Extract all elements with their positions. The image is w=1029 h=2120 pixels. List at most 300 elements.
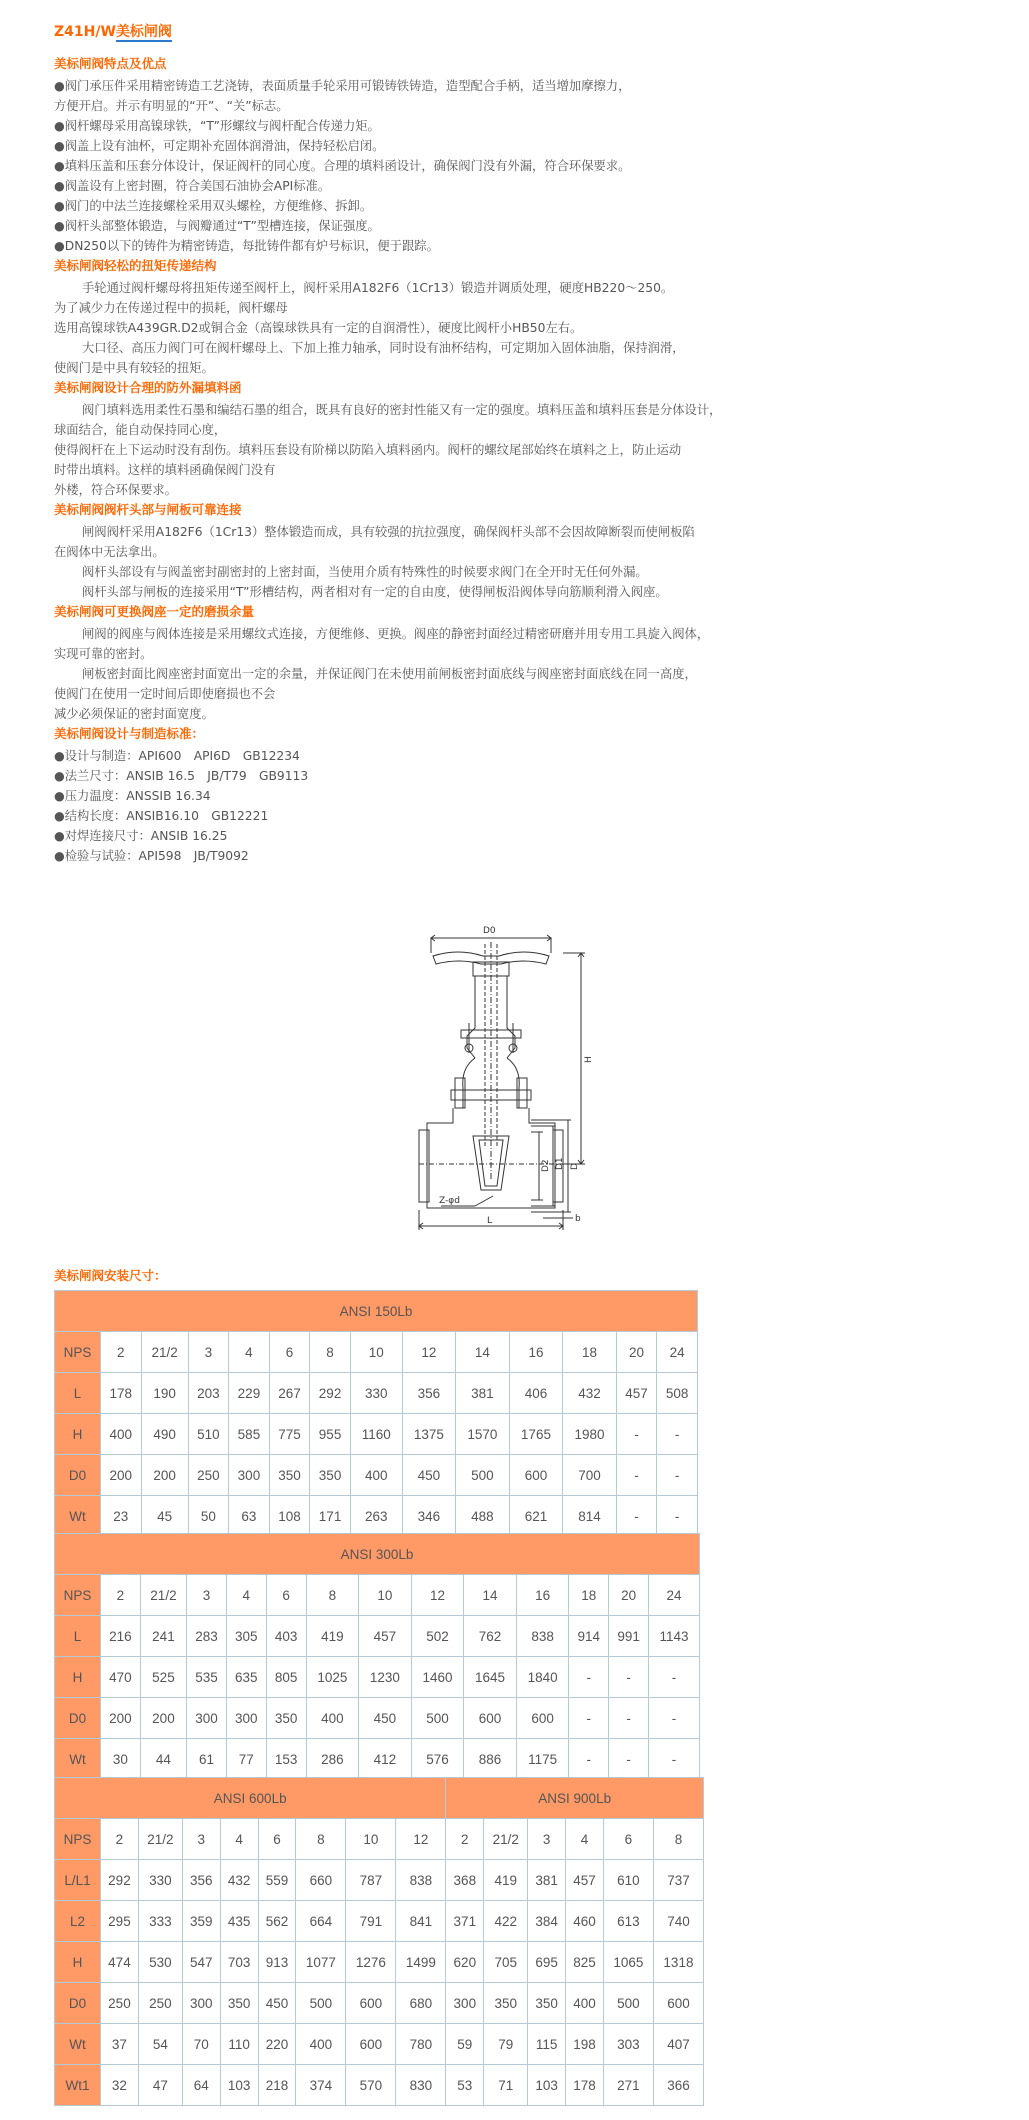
table-cell: 610 [603, 1860, 653, 1901]
table-cell: 407 [653, 2024, 703, 2065]
table-cell: 6 [258, 1819, 296, 1860]
table-cell: 1230 [359, 1657, 412, 1698]
paragraph-line: 方便开启。并示有明显的“开”、“关”标志。 [54, 99, 289, 113]
table-cell: 660 [296, 1860, 346, 1901]
table-cell: 600 [509, 1455, 563, 1496]
table-cell: 292 [310, 1373, 351, 1414]
table-cell: - [649, 1739, 700, 1780]
table-cell: 457 [566, 1860, 604, 1901]
table-cell: 6 [269, 1332, 310, 1373]
table-cell: 171 [310, 1496, 351, 1537]
table-cell: 53 [446, 2065, 484, 2106]
table-cell: 21/2 [140, 1575, 186, 1616]
table-cell: 740 [653, 1901, 703, 1942]
table-cell: 59 [446, 2024, 484, 2065]
table-cell: 635 [226, 1657, 266, 1698]
table-cell: 1175 [516, 1739, 569, 1780]
table-cell: 24 [657, 1332, 698, 1373]
table-cell: 350 [220, 1983, 258, 2024]
paragraph-line: 使得阀杆在上下运动时没有刮伤。填料压套设有阶梯以防陷入填料函内。阀杆的螺纹尾部始终在填料之上，防止运动 [54, 443, 682, 457]
table-cell: 3 [188, 1332, 229, 1373]
table-cell: 37 [101, 2024, 139, 2065]
table-cell: 300 [182, 1983, 220, 2024]
section-heading: 美标闸阀特点及优点 [54, 56, 167, 71]
row-label: D0 [55, 1983, 101, 2024]
table-cell: 570 [346, 2065, 396, 2106]
table-cell: 510 [188, 1414, 229, 1455]
section-heading: 美标闸阀轻松的扭矩传递结构 [54, 258, 217, 273]
label-d2: D2 [541, 1159, 551, 1172]
table-cell: - [616, 1455, 657, 1496]
paragraph-line: 大口径、高压力阀门可在阀杆螺母上、下加上推力轴承，同时设有油杯结构，可定期加入固体油脂，保持润滑， [82, 341, 685, 355]
table-cell: 271 [603, 2065, 653, 2106]
table-cell: 44 [140, 1739, 186, 1780]
row-label: Wt1 [55, 2065, 101, 2106]
table-cell: 374 [296, 2065, 346, 2106]
table-cell: 330 [138, 1860, 182, 1901]
table-cell: 585 [229, 1414, 270, 1455]
table-cell: 830 [396, 2065, 446, 2106]
row-label: L/L1 [55, 1860, 101, 1901]
table-cell: 30 [101, 1739, 141, 1780]
paragraph-line: 使阀门在使用一定时间后即使磨损也不会 [54, 687, 276, 701]
table-cell: 955 [310, 1414, 351, 1455]
table-cell: 12 [396, 1819, 446, 1860]
table-cell: 20 [609, 1575, 649, 1616]
table-cell: - [649, 1657, 700, 1698]
paragraph-line: 闸板密封面比阀座密封面宽出一定的余量，并保证阀门在未使用前闸板密封面底线与阀座密封面底线在同一高度， [82, 667, 697, 681]
paragraph-line: 为了减少力在传递过程中的损耗，阀杆螺母 [54, 301, 288, 315]
table-cell: 1025 [306, 1657, 359, 1698]
table-cell: 914 [569, 1616, 609, 1657]
paragraph-line: 外楼，符合环保要求。 [54, 483, 177, 497]
paragraph-line: 阀门填料选用柔性石墨和编结石墨的组合，既具有良好的密封性能又有一定的强度。填料压盖和填料压套是分体设计， [82, 403, 722, 417]
table-cell: 500 [456, 1455, 510, 1496]
table-cell: 500 [603, 1983, 653, 2024]
table-cell: 450 [359, 1698, 412, 1739]
table-cell: 4 [226, 1575, 266, 1616]
row-label: H [55, 1942, 101, 1983]
table-cell: 530 [138, 1942, 182, 1983]
table-cell: 198 [566, 2024, 604, 2065]
row-label: Wt [55, 2024, 101, 2065]
table-cell: 8 [306, 1575, 359, 1616]
paragraph-line: ●法兰尺寸：ANSIB 16.5 JB/T79 GB9113 [54, 769, 309, 783]
table-cell: 600 [346, 2024, 396, 2065]
table-cell: 300 [229, 1455, 270, 1496]
table-cell: 6 [266, 1575, 306, 1616]
table-cell: 705 [484, 1942, 528, 1983]
table-cell: 292 [101, 1860, 139, 1901]
table-cell: 620 [446, 1942, 484, 1983]
table-cell: 300 [187, 1698, 227, 1739]
table-cell: 1143 [649, 1616, 700, 1657]
paragraph-line: 减少必须保证的密封面宽度。 [54, 707, 214, 721]
table-cell: 21/2 [138, 1819, 182, 1860]
table-row [55, 1819, 704, 1860]
table-cell: 403 [266, 1616, 306, 1657]
table-cell: 4 [566, 1819, 604, 1860]
paragraph-line: 手轮通过阀杆螺母将扭矩传递至阀杆上，阀杆采用A182F6（1Cr13）锻造并调质处理，硬度HB220～250。 [82, 281, 674, 295]
table-cell: 50 [188, 1496, 229, 1537]
table-cell: 422 [484, 1901, 528, 1942]
table-cell: 791 [346, 1901, 396, 1942]
table-cell: 10 [350, 1332, 402, 1373]
table-cell: 286 [306, 1739, 359, 1780]
pressure-class-header: ANSI 300Lb [55, 1534, 700, 1575]
table-cell: 460 [566, 1901, 604, 1942]
table-cell: 103 [528, 2065, 566, 2106]
table-cell: 762 [464, 1616, 517, 1657]
table-cell: 457 [616, 1373, 657, 1414]
table-row [55, 1455, 698, 1496]
paragraph-line: ●DN250以下的铸件为精密铸造，每批铸件都有炉号标识，便于跟踪。 [54, 239, 439, 253]
paragraph-line: 闸阀阀杆采用A182F6（1Cr13）整体锻造而成，具有较强的抗拉强度，确保阀杆头部不会因故障断裂而使闸板陷 [82, 525, 695, 539]
table-cell: 300 [226, 1698, 266, 1739]
table-cell: 115 [528, 2024, 566, 2065]
table-cell: - [609, 1657, 649, 1698]
table-cell: 350 [528, 1983, 566, 2024]
table-cell: 24 [649, 1575, 700, 1616]
table-cell: 14 [464, 1575, 517, 1616]
table-cell: - [657, 1414, 698, 1455]
table-cell: 805 [266, 1657, 306, 1698]
table-cell: 780 [396, 2024, 446, 2065]
gate-valve-diagram [413, 918, 613, 1238]
table-row [55, 1901, 704, 1942]
table-cell: 10 [359, 1575, 412, 1616]
table-cell: 71 [484, 2065, 528, 2106]
table-cell: 371 [446, 1901, 484, 1942]
table-cell: 350 [310, 1455, 351, 1496]
table-cell: 703 [220, 1942, 258, 1983]
paragraph-line: 阀杆头部与闸板的连接采用“T”形槽结构，两者相对有一定的自由度，使得闸板沿阀体导向筋顺利滑入阀座。 [82, 585, 668, 599]
table-cell: 6 [603, 1819, 653, 1860]
table-cell: 913 [258, 1942, 296, 1983]
table-cell: 18 [569, 1575, 609, 1616]
table-cell: 1077 [296, 1942, 346, 1983]
table-cell: 621 [509, 1496, 563, 1537]
table-cell: 23 [101, 1496, 142, 1537]
paragraph-line: ●阀盖设有上密封圈，符合美国石油协会API标准。 [54, 179, 331, 193]
table-cell: 502 [411, 1616, 464, 1657]
table-cell: 200 [101, 1698, 141, 1739]
pressure-class-row [55, 1534, 700, 1575]
table-cell: 330 [350, 1373, 402, 1414]
section-heading: 美标闸阀可更换阀座一定的磨损余量 [54, 604, 255, 619]
table-cell: 500 [411, 1698, 464, 1739]
table-cell: 203 [188, 1373, 229, 1414]
table-cell: 178 [101, 1373, 142, 1414]
table-cell: 366 [653, 2065, 703, 2106]
table-cell: 79 [484, 2024, 528, 2065]
table-cell: 1460 [411, 1657, 464, 1698]
table-cell: 991 [609, 1616, 649, 1657]
table-cell: 2 [101, 1819, 139, 1860]
paragraph-line: ●阀杆头部整体锻造，与阀瓣通过“T”型槽连接，保证强度。 [54, 219, 380, 233]
table-row [55, 2065, 704, 2106]
table-row [55, 1698, 700, 1739]
table-cell: 45 [141, 1496, 188, 1537]
table-cell: 1160 [350, 1414, 402, 1455]
table-cell: 2 [446, 1819, 484, 1860]
table-cell: 562 [258, 1901, 296, 1942]
table-cell: 190 [141, 1373, 188, 1414]
table-cell: 218 [258, 2065, 296, 2106]
table-cell: 3 [187, 1575, 227, 1616]
table-cell: 500 [296, 1983, 346, 2024]
table-cell: 412 [359, 1739, 412, 1780]
table-cell: 8 [296, 1819, 346, 1860]
table-cell: 200 [141, 1455, 188, 1496]
table-cell: 825 [566, 1942, 604, 1983]
table-cell: 10 [346, 1819, 396, 1860]
table-cell: - [649, 1698, 700, 1739]
table-cell: 359 [182, 1901, 220, 1942]
table-row [55, 1860, 704, 1901]
table-cell: 305 [226, 1616, 266, 1657]
table-row [55, 2024, 704, 2065]
paragraph-line: 阀杆头部设有与阀盖密封副密封的上密封面，当使用介质有特殊性的时候要求阀门在全开时无任何外漏。 [82, 565, 648, 579]
table-cell: 21/2 [141, 1332, 188, 1373]
pressure-class-header: ANSI 150Lb [55, 1291, 698, 1332]
table-cell: 32 [101, 2065, 139, 2106]
table-cell: 576 [411, 1739, 464, 1780]
row-label: Wt [55, 1496, 101, 1537]
table-cell: 216 [101, 1616, 141, 1657]
table-cell: 400 [101, 1414, 142, 1455]
table-cell: 381 [456, 1373, 510, 1414]
paragraph-line: 闸阀的阀座与阀体连接是采用螺纹式连接，方便维修、更换。阀座的静密封面经过精密研磨并用专用工具旋入阀体， [82, 627, 710, 641]
table-cell: 346 [402, 1496, 456, 1537]
table-cell: 350 [269, 1455, 310, 1496]
paragraph-line: ●压力温度：ANSSIB 16.34 [54, 789, 211, 803]
article [54, 22, 814, 866]
table-cell: 1570 [456, 1414, 510, 1455]
table-cell: 814 [563, 1496, 617, 1537]
table-cell: 8 [310, 1332, 351, 1373]
table-cell: 474 [101, 1942, 139, 1983]
table-cell: 1980 [563, 1414, 617, 1455]
pressure-class-row [55, 1778, 704, 1819]
paragraph-line: 选用高镍球铁A439GR.D2或铜合金（高镍球铁具有一定的自润滑性），硬度比阀杆小HB50左右。 [54, 321, 583, 335]
table-cell: 1499 [396, 1942, 446, 1983]
table-cell: 12 [402, 1332, 456, 1373]
table-cell: 350 [484, 1983, 528, 2024]
table-cell: 2 [101, 1575, 141, 1616]
table-cell: 153 [266, 1739, 306, 1780]
table-cell: 250 [101, 1983, 139, 2024]
page-title [54, 22, 814, 42]
table-cell: 12 [411, 1575, 464, 1616]
row-label: NPS [55, 1332, 101, 1373]
table-cell: - [569, 1739, 609, 1780]
table-cell: 1840 [516, 1657, 569, 1698]
label-h: H [584, 1056, 594, 1063]
paragraph-line: 实现可靠的密封。 [54, 647, 153, 661]
table-cell: - [569, 1698, 609, 1739]
paragraph-line: ●阀门承压件采用精密铸造工艺浇铸，表面质量手轮采用可锻铸铁铸造，造型配合手柄，适当增加摩擦力， [54, 79, 631, 93]
pressure-class-header: ANSI 600Lb [55, 1778, 446, 1819]
table-cell: 400 [566, 1983, 604, 2024]
table-cell: 8 [653, 1819, 703, 1860]
paragraph-line: ●设计与制造：API600 API6D GB12234 [54, 749, 300, 763]
table-row [55, 1739, 700, 1780]
table-cell: 1765 [509, 1414, 563, 1455]
table-cell: 356 [402, 1373, 456, 1414]
row-label: D0 [55, 1455, 101, 1496]
table-cell: 103 [220, 2065, 258, 2106]
label-d0: D0 [483, 926, 496, 936]
table-row [55, 1657, 700, 1698]
table-cell: 1276 [346, 1942, 396, 1983]
paragraph-line: ●阀盖上设有油杯，可定期补充固体润滑油，保持轻松启闭。 [54, 139, 385, 153]
table-cell: 4 [229, 1332, 270, 1373]
table-cell: 450 [258, 1983, 296, 2024]
table-cell: 178 [566, 2065, 604, 2106]
table-cell: 559 [258, 1860, 296, 1901]
table-cell: 21/2 [484, 1819, 528, 1860]
table-row [55, 1575, 700, 1616]
pressure-class-header: ANSI 900Lb [446, 1778, 704, 1819]
table-cell: 200 [101, 1455, 142, 1496]
table-cell: 406 [509, 1373, 563, 1414]
table-cell: 108 [269, 1496, 310, 1537]
table-cell: - [657, 1496, 698, 1537]
table-cell: 241 [140, 1616, 186, 1657]
paragraph-line: 使阀门是中具有较轻的扭矩。 [54, 361, 214, 375]
section-heading: 美标闸阀设计合理的防外漏填料函 [54, 380, 242, 395]
table-cell: 368 [446, 1860, 484, 1901]
label-b: b [575, 1214, 581, 1224]
spec-table-150lb [54, 1290, 698, 1537]
label-l: L [487, 1216, 493, 1226]
table-cell: 470 [101, 1657, 141, 1698]
table-row [55, 1332, 698, 1373]
table-row [55, 1616, 700, 1657]
table-cell: - [569, 1657, 609, 1698]
table-cell: 400 [296, 2024, 346, 2065]
install-dimensions-heading: 美标闸阀安装尺寸： [54, 1268, 167, 1283]
label-d1: D1 [555, 1157, 565, 1170]
table-cell: - [616, 1496, 657, 1537]
row-label: NPS [55, 1575, 101, 1616]
table-cell: - [616, 1414, 657, 1455]
table-cell: - [609, 1739, 649, 1780]
row-label: NPS [55, 1819, 101, 1860]
table-cell: 4 [220, 1819, 258, 1860]
table-cell: 14 [456, 1332, 510, 1373]
label-bolt: Z-φd [439, 1196, 460, 1206]
table-cell: 267 [269, 1373, 310, 1414]
table-cell: - [657, 1455, 698, 1496]
row-label: H [55, 1657, 101, 1698]
table-cell: 600 [346, 1983, 396, 2024]
table-cell: 3 [528, 1819, 566, 1860]
product-link[interactable]: 美标闸阀 [115, 24, 172, 40]
table-cell: 547 [182, 1942, 220, 1983]
table-cell: 787 [346, 1860, 396, 1901]
table-cell: 600 [653, 1983, 703, 2024]
table-cell: 432 [563, 1373, 617, 1414]
table-cell: 400 [306, 1698, 359, 1739]
table-cell: 1375 [402, 1414, 456, 1455]
table-cell: 300 [446, 1983, 484, 2024]
row-label: L [55, 1616, 101, 1657]
table-cell: 535 [187, 1657, 227, 1698]
table-cell: 737 [653, 1860, 703, 1901]
table-cell: 77 [226, 1739, 266, 1780]
table-cell: 680 [396, 1983, 446, 2024]
table-cell: 20 [616, 1332, 657, 1373]
pressure-class-row [55, 1291, 698, 1332]
table-cell: 200 [140, 1698, 186, 1739]
table-cell: 400 [350, 1455, 402, 1496]
table-cell: 350 [266, 1698, 306, 1739]
table-cell: 303 [603, 2024, 653, 2065]
table-cell: 54 [138, 2024, 182, 2065]
table-cell: 263 [350, 1496, 402, 1537]
table-cell: 18 [563, 1332, 617, 1373]
table-cell: 838 [516, 1616, 569, 1657]
table-cell: 775 [269, 1414, 310, 1455]
table-cell: 1318 [653, 1942, 703, 1983]
table-cell: 47 [138, 2065, 182, 2106]
table-cell: 295 [101, 1901, 139, 1942]
table-cell: 525 [140, 1657, 186, 1698]
paragraph-line: ●阀门的中法兰连接螺栓采用双头螺栓，方便维修、拆卸。 [54, 199, 373, 213]
feature-sections [54, 54, 814, 866]
table-cell: 229 [229, 1373, 270, 1414]
model-code: Z41H/W [54, 24, 116, 40]
row-label: L2 [55, 1901, 101, 1942]
table-cell: 664 [296, 1901, 346, 1942]
table-cell: 488 [456, 1496, 510, 1537]
paragraph-line: ●检验与试验：API598 JB/T9092 [54, 849, 249, 863]
table-cell: 356 [182, 1860, 220, 1901]
spec-table-600-900lb [54, 1777, 704, 2106]
table-cell: 384 [528, 1901, 566, 1942]
spec-table-300lb [54, 1533, 700, 1780]
table-cell: 419 [484, 1860, 528, 1901]
paragraph-line: ●阀杆螺母采用高镍球铁，“T”形螺纹与阀杆配合传递力矩。 [54, 119, 380, 133]
table-cell: 333 [138, 1901, 182, 1942]
table-cell: 16 [509, 1332, 563, 1373]
table-cell: 613 [603, 1901, 653, 1942]
table-row [55, 1983, 704, 2024]
table-cell: 432 [220, 1860, 258, 1901]
table-cell: 838 [396, 1860, 446, 1901]
table-cell: 16 [516, 1575, 569, 1616]
table-cell: 1645 [464, 1657, 517, 1698]
table-cell: 600 [464, 1698, 517, 1739]
table-cell: 886 [464, 1739, 517, 1780]
table-cell: 381 [528, 1860, 566, 1901]
table-cell: 700 [563, 1455, 617, 1496]
table-cell: 220 [258, 2024, 296, 2065]
table-cell: 600 [516, 1698, 569, 1739]
table-cell: 435 [220, 1901, 258, 1942]
table-cell: 419 [306, 1616, 359, 1657]
table-row [55, 1942, 704, 1983]
table-cell: 508 [657, 1373, 698, 1414]
table-cell: 250 [138, 1983, 182, 2024]
paragraph-line: ●填料压盖和压套分体设计，保证阀杆的同心度。合理的填料函设计，确保阀门没有外漏，符合环保要求。 [54, 159, 631, 173]
row-label: H [55, 1414, 101, 1455]
table-cell: 110 [220, 2024, 258, 2065]
table-cell: 70 [182, 2024, 220, 2065]
table-cell: 450 [402, 1455, 456, 1496]
